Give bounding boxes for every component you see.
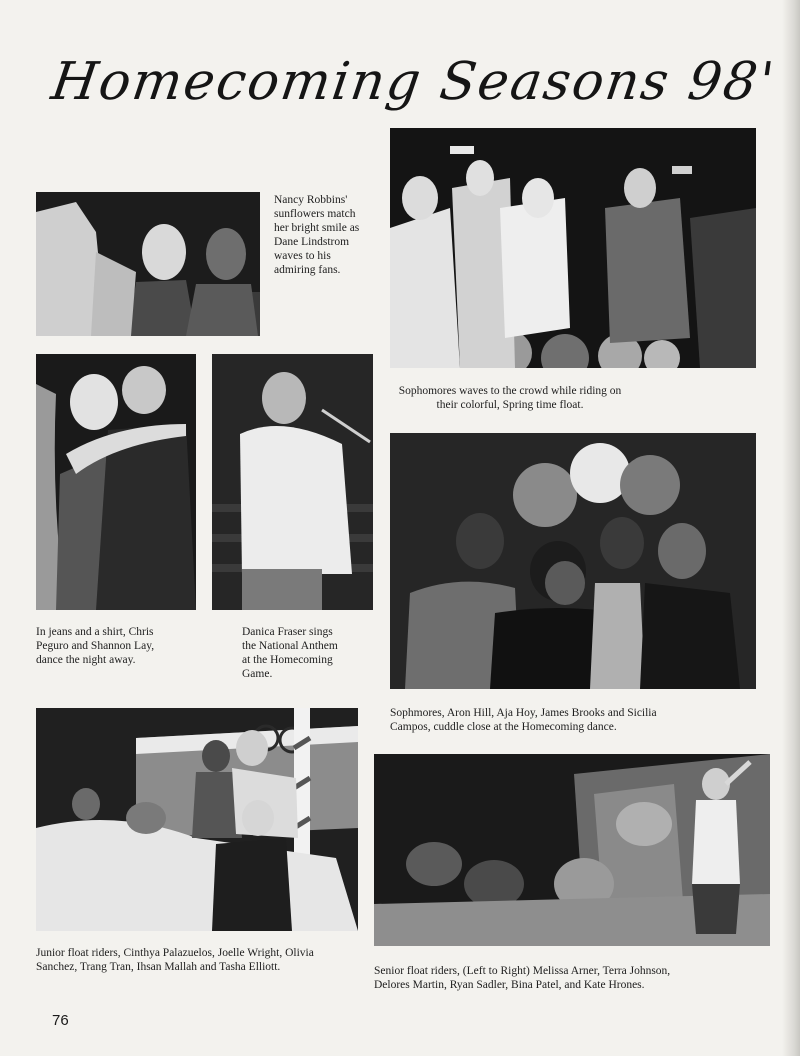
caption-junior-float: Junior float riders, Cinthya Palazuelos, Joelle Wright, Olivia Sanchez, Trang Tran, Ihsan Mallah and Tasha Elliott.	[36, 947, 314, 973]
page-number: 76	[52, 1012, 69, 1029]
photo-junior-float	[36, 708, 358, 931]
caption-sophomores-dance: Sophmores, Aron Hill, Aja Hoy, James Brooks and Sicilia Campos, cuddle close at the Homecoming dance.	[390, 707, 657, 733]
caption-chris-shannon: In jeans and a shirt, Chris Peguro and Shannon Lay, dance the night away.	[36, 626, 155, 666]
page-title: Homecoming Seasons 98'	[47, 52, 780, 112]
caption-sophomore-float: Sophomores waves to the crowd while riding on their colorful, Spring time float.	[398, 385, 622, 411]
caption-nancy-dane: Nancy Robbins' sunflowers match her bright smile as Dane Lindstrom waves to his admiring fans.	[274, 194, 360, 276]
photo-sophomore-float	[390, 128, 756, 368]
photo-danica	[212, 354, 373, 610]
photo-sophomores-dance	[390, 433, 756, 689]
photo-senior-float	[374, 754, 770, 946]
page-edge-shadow	[782, 0, 800, 1056]
caption-danica: Danica Fraser sings the National Anthem at the Homecoming Game.	[242, 626, 338, 680]
photo-nancy-dane	[36, 192, 260, 336]
caption-senior-float: Senior float riders, (Left to Right) Melissa Arner, Terra Johnson, Delores Martin, Ryan Sadler, Bina Patel, and Kate Hrones.	[374, 965, 671, 991]
photo-chris-shannon	[36, 354, 196, 610]
